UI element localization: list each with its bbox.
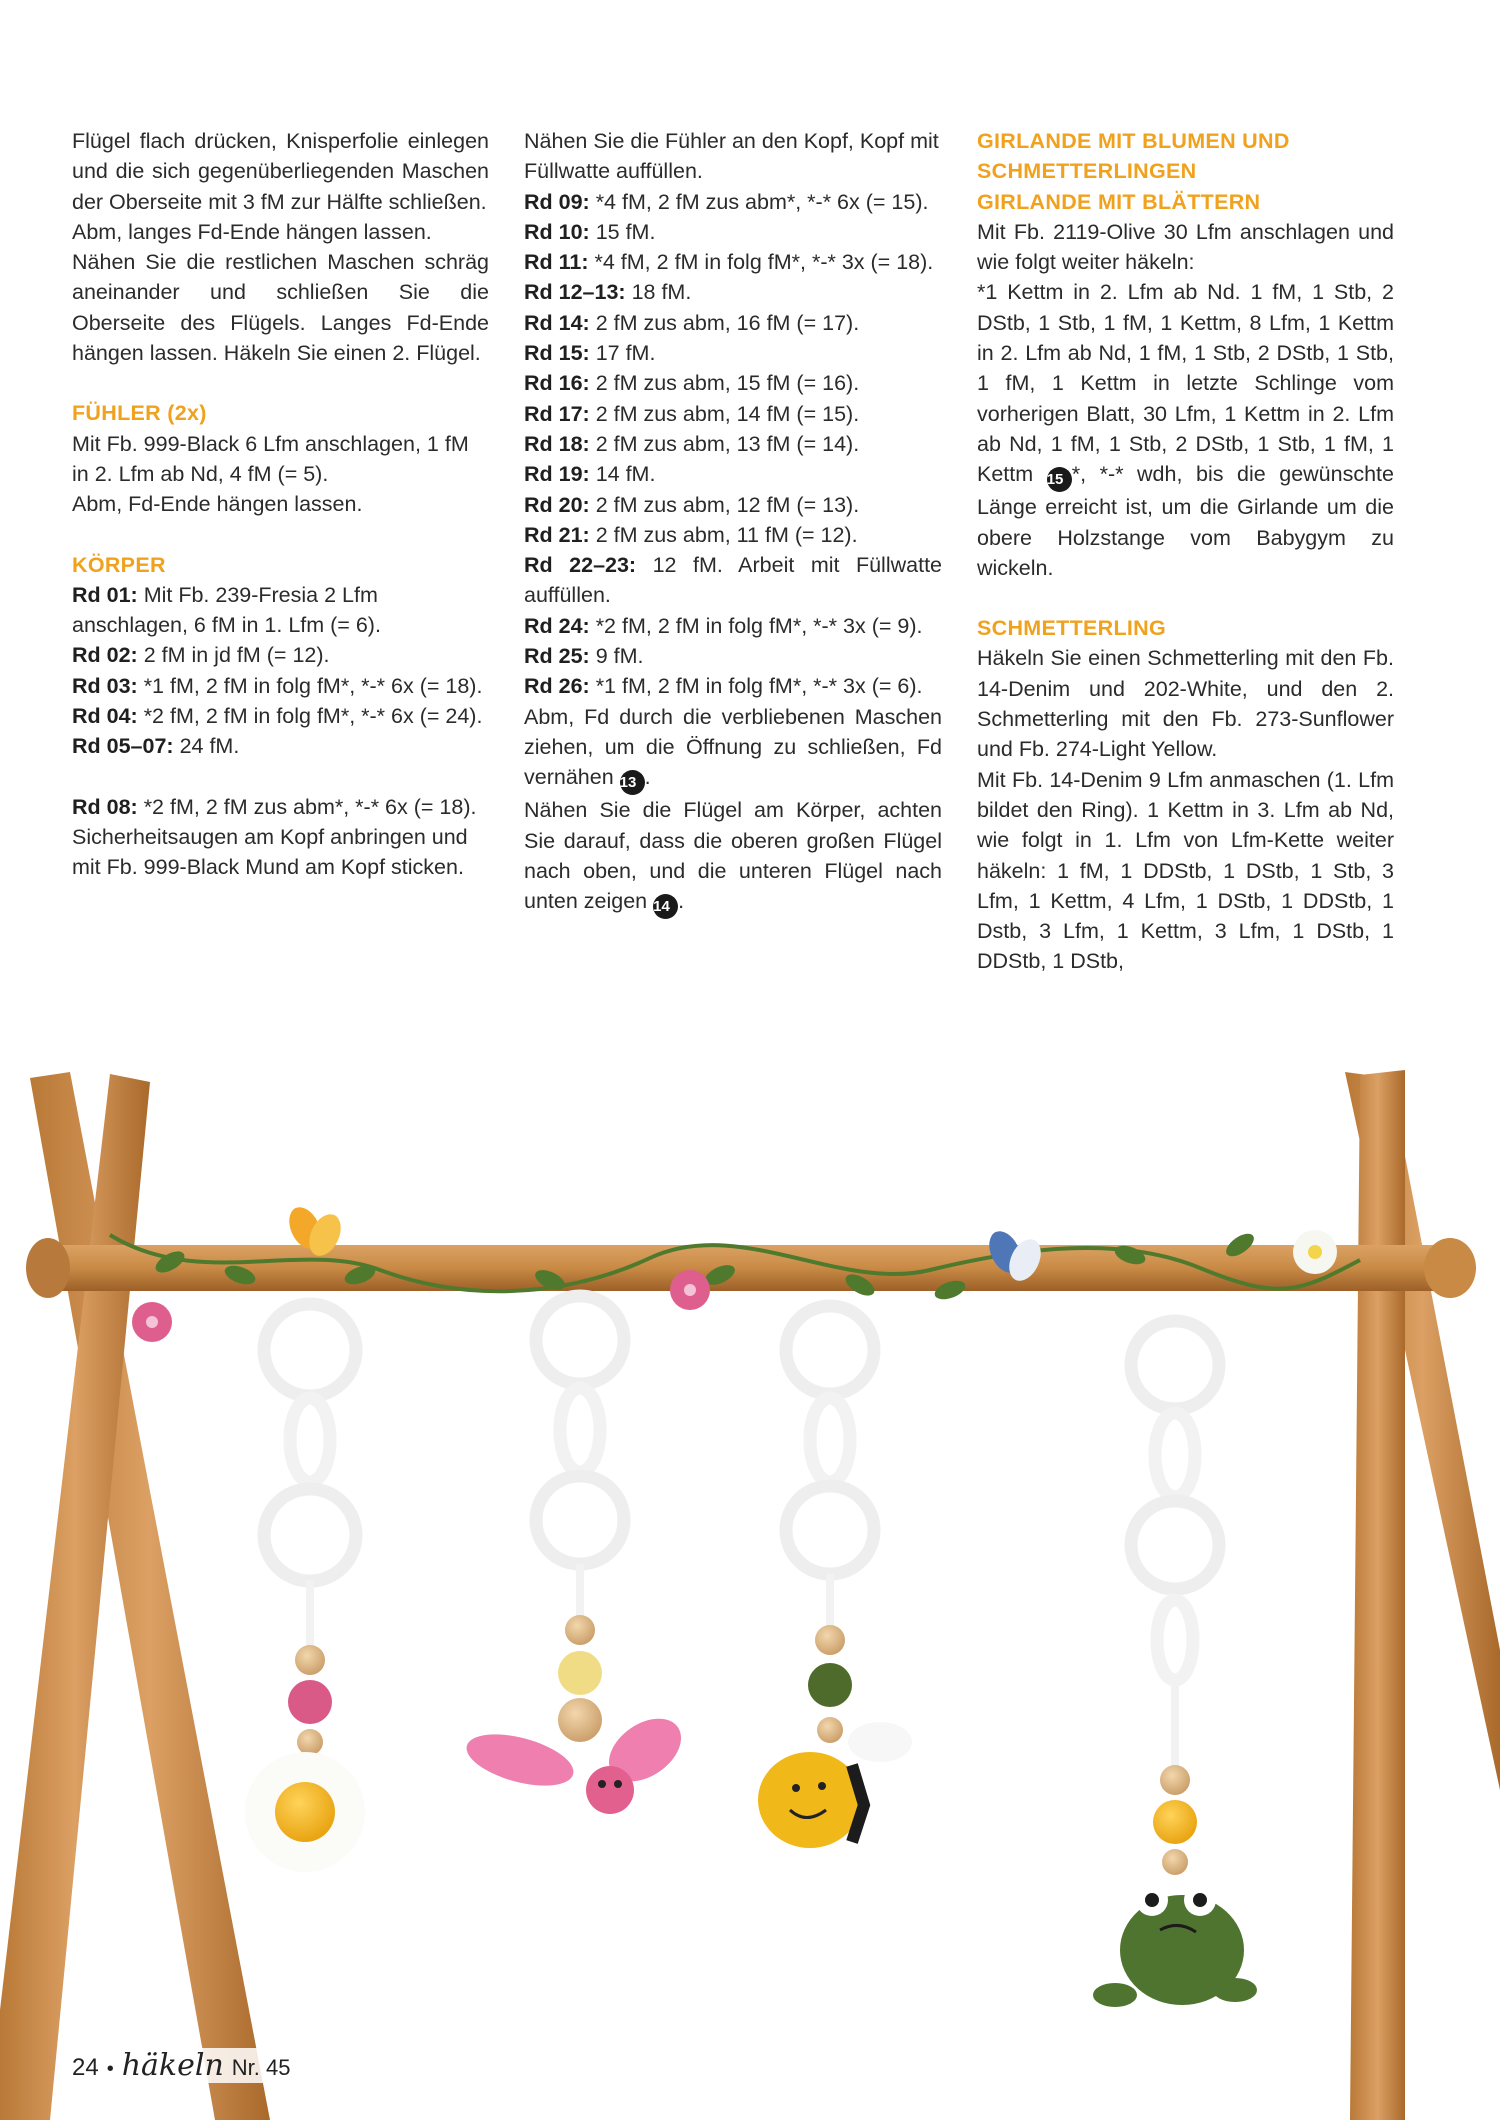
paragraph: Nähen Sie die Fühler an den Kopf, Kopf mit Füllwatte auffüllen. (524, 129, 939, 184)
round-label: Rd 24: (524, 613, 590, 638)
paragraph: Abm, Fd-Ende hängen lassen. (72, 492, 363, 517)
round-label: Rd 11: (524, 250, 589, 275)
round-label: Rd 08: (72, 794, 138, 819)
round-label: Rd 21: (524, 522, 590, 547)
round-label: Rd 12–13: (524, 280, 626, 305)
round-label: Rd 19: (524, 462, 590, 487)
hanger-frog (1131, 1321, 1219, 1770)
section-heading-blaetter: GIRLANDE MIT BLÄTTERN (977, 189, 1261, 214)
round-label: Rd 17: (524, 401, 590, 426)
round-text: 17 fM. (589, 341, 656, 366)
paragraph-text: *1 Kettm in 2. Lfm ab Nd. 1 fM, 1 Stb, 2 DStb, 1 Stb, 1 fM, 1 Kettm, 8 Lfm, 1 Kettm in 2. Lfm ab Nd, 1 fM, 1 Stb, 2 DStb, 1 Stb, 1 fM, 1 Kettm in letzte Schlinge vom vorherigen Blatt, 30 Lfm, 1 Kettm in 2. Lfm ab Nd, 1 fM, 1 Stb, 2 DStb, 1 Stb, 1 fM, 1 Kettm (977, 280, 1394, 487)
text-column-3 (977, 126, 1394, 977)
round-text: *1 fM, 2 fM in folg fM*, *-* 6x (= 18). (137, 673, 483, 698)
round-label: Rd 02: (72, 643, 138, 668)
round-label: Rd 15: (524, 341, 590, 366)
round-label: Rd 05–07: (72, 734, 174, 759)
flower-pink-middle (670, 1270, 710, 1310)
hanger-daisy (264, 1304, 356, 1650)
round-instruction (524, 429, 942, 459)
paragraph: Mit Fb. 14-Denim 9 Lfm anmaschen (1. Lfm bildet den Ring). 1 Kettm in 3. Lfm ab Nd, wie folgt in 1. Lfm von Lfm-Kette weiter häkeln: 1 fM, 1 DDStb, 1 DStb, 1 Stb, 3 Lfm, 1 Kettm, 4 Lfm, 1 DStb, 1 DDStb, 1 Dstb, 3 Lfm, 1 Kettm, 3 Lfm, 1 DStb, 1 DDStb, 1 DStb, (977, 767, 1394, 974)
round-text: 12 fM. Arbeit mit Füllwatte auffüllen. (524, 553, 942, 608)
section-heading-girlande: GIRLANDE MIT BLUMEN UND SCHMETTERLINGEN (977, 129, 1290, 184)
round-text: 2 fM zus abm, 11 fM (= 12). (589, 522, 858, 547)
section-heading-schmetterling: SCHMETTERLING (977, 616, 1167, 641)
round-instruction (524, 338, 942, 368)
hanger-bee (786, 1306, 874, 1630)
issue-number: Nr. 45 (231, 2055, 291, 2080)
paragraph-text: Abm, Fd durch die verbliebenen Maschen ziehen, um die Öffnung zu schließen, Fd vernähen (524, 704, 942, 790)
round-text: Mit Fb. 239-Fresia 2 Lfm anschlagen, 6 fM in 1. Lfm (= 6). (72, 582, 381, 638)
round-instruction (524, 247, 942, 277)
paragraph (977, 277, 1394, 583)
frog-toy (1093, 1884, 1257, 2007)
round-text: 2 fM in jd fM (= 12). (137, 643, 330, 668)
paragraph: Häkeln Sie einen Schmetterling mit den Fb. 14-Denim und 202-White, und den 2. Schmetterling mit den Fb. 273-Sunflower und Fb. 274-Light Yellow. (977, 646, 1394, 762)
round-instruction (524, 459, 942, 489)
round-label: Rd 09: (524, 189, 590, 214)
paragraph: Nähen Sie die restlichen Maschen schräg aneinander und schließen Sie die Oberseite des Flügels. Langes Fd-Ende hängen lassen. Häkeln Sie einen 2. Flügel. (72, 250, 489, 366)
text-column-2 (524, 126, 942, 919)
round-text: 24 fM. (173, 734, 240, 759)
flower-white (1293, 1230, 1337, 1274)
round-text: 18 fM. (625, 280, 692, 305)
section-heading-koerper: KÖRPER (72, 552, 166, 577)
round-instruction (524, 490, 942, 520)
round-text: 2 fM zus abm, 14 fM (= 15). (589, 401, 860, 426)
round-instruction (524, 641, 942, 671)
punctuation: . (644, 765, 651, 790)
round-instruction (524, 277, 942, 307)
paragraph (524, 795, 942, 919)
round-label: Rd 03: (72, 673, 138, 698)
round-label: Rd 26: (524, 674, 590, 699)
round-instruction (524, 308, 942, 338)
daisy-toy (245, 1752, 365, 1872)
round-instruction (72, 731, 489, 761)
round-text: *4 fM, 2 fM in folg fM*, *-* 3x (= 18). (588, 250, 934, 275)
round-instruction (524, 671, 942, 701)
round-text: *2 fM, 2 fM in folg fM*, *-* 3x (= 9). (589, 613, 923, 638)
baby-gym-photo (0, 1030, 1500, 2120)
round-instruction (72, 792, 489, 822)
step-photo-ref-13: 13 (620, 770, 645, 795)
round-text: *4 fM, 2 fM zus abm*, *-* 6x (= 15). (589, 189, 929, 214)
paragraph-text: *, *-* wdh, bis die gewünschte Länge erreicht ist, um die Girlande um die obere Holzstange vom Babygym zu wickeln. (977, 462, 1394, 580)
round-text: 2 fM zus abm, 12 fM (= 13). (589, 492, 860, 517)
round-instruction (72, 701, 489, 731)
round-text: *2 fM, 2 fM zus abm*, *-* 6x (= 18). (137, 794, 477, 819)
hanger-butterfly (536, 1296, 624, 1620)
step-photo-ref-14: 14 (653, 894, 678, 919)
paragraph: Mit Fb. 999-Black 6 Lfm anschlagen, 1 fM in 2. Lfm ab Nd, 4 fM (= 5). (72, 431, 469, 486)
magazine-name: häkeln (121, 2048, 224, 2083)
round-text: 14 fM. (589, 462, 656, 487)
bullet-separator: • (106, 2058, 114, 2080)
round-instruction (524, 368, 942, 398)
round-label: Rd 04: (72, 704, 138, 729)
round-instruction (72, 580, 489, 641)
round-text: 2 fM zus abm, 16 fM (= 17). (589, 310, 860, 335)
punctuation: . (678, 889, 685, 914)
round-label: Rd 20: (524, 492, 590, 517)
round-text: *1 fM, 2 fM in folg fM*, *-* 3x (= 6). (589, 674, 923, 699)
round-label: Rd 10: (524, 219, 590, 244)
paragraph: Mit Fb. 2119-Olive 30 Lfm anschlagen und wie folgt weiter häkeln: (977, 219, 1394, 275)
flower-pink-left (132, 1302, 172, 1342)
round-label: Rd 25: (524, 644, 590, 669)
paragraph (524, 702, 942, 796)
round-text: 9 fM. (589, 644, 644, 669)
round-instruction (524, 217, 942, 247)
wooden-frame-left (0, 1072, 270, 2120)
round-text: 2 fM zus abm, 15 fM (= 16). (589, 371, 860, 396)
round-instruction (72, 640, 489, 670)
page-number: 24 (72, 2054, 99, 2081)
paragraph: Flügel flach drücken, Knisperfolie einlegen und die sich gegenüberliegenden Maschen der Oberseite mit 3 fM zur Hälfte schließen. (72, 129, 489, 214)
round-instruction (524, 520, 942, 550)
round-label: Rd 14: (524, 310, 590, 335)
paragraph: Sicherheitsaugen am Kopf anbringen und mit Fb. 999-Black Mund am Kopf sticken. (72, 824, 468, 880)
round-label: Rd 01: (72, 582, 138, 607)
paragraph: Abm, langes Fd-Ende hängen lassen. (72, 219, 432, 244)
round-text: 2 fM zus abm, 13 fM (= 14). (589, 431, 860, 456)
round-instruction (524, 611, 942, 641)
round-text: 15 fM. (589, 219, 656, 244)
step-photo-ref-15: 15 (1047, 467, 1072, 492)
page-footer (72, 2048, 296, 2083)
round-instruction (524, 550, 942, 611)
wooden-frame-right (1345, 1070, 1500, 2120)
round-instruction (72, 671, 489, 701)
round-label: Rd 16: (524, 371, 590, 396)
text-column-1 (72, 126, 489, 883)
section-heading-fuehler: FÜHLER (2x) (72, 401, 207, 426)
round-instruction (524, 187, 942, 217)
round-label: Rd 22–23: (524, 553, 637, 578)
round-text: *2 fM, 2 fM in folg fM*, *-* 6x (= 24). (137, 704, 483, 729)
round-instruction (524, 399, 942, 429)
round-label: Rd 18: (524, 431, 590, 456)
paragraph-text: Nähen Sie die Flügel am Körper, achten Sie darauf, dass die oberen großen Flügel nach oben, und die unteren Flügel nach unten zeigen (524, 798, 942, 914)
